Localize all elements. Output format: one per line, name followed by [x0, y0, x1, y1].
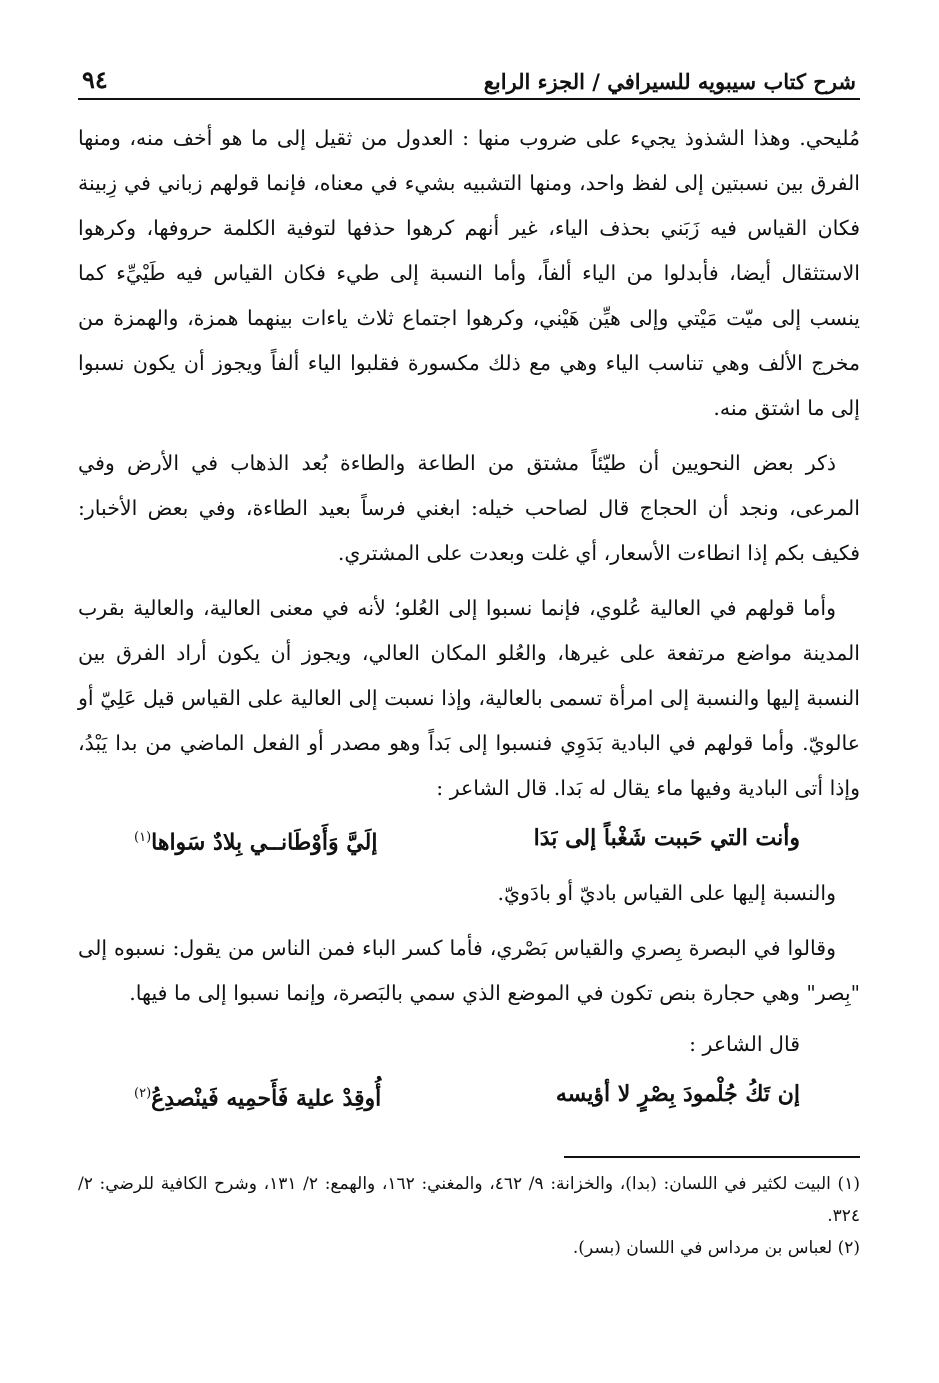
verse-2-second-hemistich: أُوقِدْ علية فَأَحمِيه فَينْصدِعُ$^{(٢)}$ [134, 1085, 382, 1112]
verse-1-second-hemistich: إلَيَّ وَأَوْطَانــي بِلادٌ سَواها$^{(١)}$ [134, 829, 378, 856]
poetry-verse-2 [78, 1069, 860, 1123]
footnote-2: (٢) لعباس بن مرداس في اللسان (بسر). [572, 1237, 860, 1258]
footnote-divider [564, 1156, 860, 1158]
paragraph-1: مُليحي. وهذا الشذوذ يجيء على ضروب منها : العدول من ثقيل إلى ما هو أخف منه، ومنها الفرق بين نسبتين إلى لفظ واحد، ومنها التشبيه بشيء في معناه، فإنما قولهم زباني في زِبينة فكان القياس فيه زَبَني بحذف الياء، غير أنهم كرهوا حذفها لتوفية الكلمة حروفها، وكرهوا الاستثقال أيضا، فأبدلوا من الياء ألفاً، وأما النسبة إلى طيء فكان القياس فيه طَيْيِّء كما ينسب إلى ميّت مَيْتي وإلى هيِّن هَيْني، وكرهوا اجتماع ثلاث ياءات بينهما همزة، والهمزة من مخرج الألف وهي تناسب الياء وهي مع ذلك مكسورة فقلبوا الياء ألفاً ويجوز أن يكون نسبوا إلى ما اشتق منه. [78, 126, 860, 420]
verse-2-first-hemistich: إن تَكُ جُلْمودَ بِصْرٍ لا أؤيسه [555, 1081, 800, 1108]
running-title: شرح كتاب سيبويه للسيرافي / الجزء الرابع [483, 69, 856, 94]
page-header [78, 50, 860, 100]
paragraph-2: ذكر بعض النحويين أن طيّئاً مشتق من الطاعة والطاءة بُعد الذهاب في الأرض وفي المرعى، ونجد أن الحجاج قال لصاحب خيله: ابغني فرساً بعيد الطاءة، وفي بعض الأخبار: فكيف بكم إذا انطاءت الأسعار، أي غلت وبعدت على المشتري. [78, 451, 860, 565]
page-body [78, 116, 860, 1124]
footnote-mark-2: (٢) [134, 1086, 152, 1102]
paragraph-4: والنسبة إليها على القياس باديّ أو بادَويّ. [497, 881, 836, 906]
verse-1-first-hemistich: وأنت التي حَببت شَغْباً إلى بَدَا [533, 825, 800, 851]
poetry-verse-1 [78, 813, 860, 867]
footnote-mark-1: (١) [134, 830, 152, 845]
verse-2-intro: قال الشاعر : [689, 1032, 800, 1057]
paragraph-5: وقالوا في البصرة بِصري والقياس بَصْري، فأما كسر الباء فمن الناس من يقول: نسبوه إلى "بِصر" وهي حجارة بنص تكون في الموضع الذي سمي بالبَصرة، وإنما نسبوا إلى ما فيها. [78, 936, 860, 1006]
footnotes [78, 1168, 860, 1264]
footnote-1: (١) البيت لكثير في اللسان: (بدا)، والخزانة: ٩/ ٤٦٢، والمغني: ١٦٢، والهمع: ٢/ ١٣١، وشرح الكافية للرضي: ٢/ ٣٢٤. [78, 1173, 860, 1226]
book-page [78, 50, 860, 1264]
page-number: ٩٤ [82, 65, 108, 94]
paragraph-3: وأما قولهم في العالية عُلوي، فإنما نسبوا إلى العُلو؛ لأنه في معنى العالية، والعالية بقرب المدينة مواضع مرتفعة على غيرها، والعُلو المكان العالي، ويجوز أن يكون أراد الفرق بين النسبة إليها والنسبة إلى امرأة تسمى بالعالية، وإذا نسبت إلى العالية على القياس قيل عَلِيّ أو عالويّ. وأما قولهم في البادية بَدَوِي فنسبوا إلى بَداً وهو مصدر أو الفعل الماضي من بدا يَبْدُ، وإذا أتى البادية وفيها ماء يقال له بَدا. قال الشاعر : [78, 596, 860, 800]
